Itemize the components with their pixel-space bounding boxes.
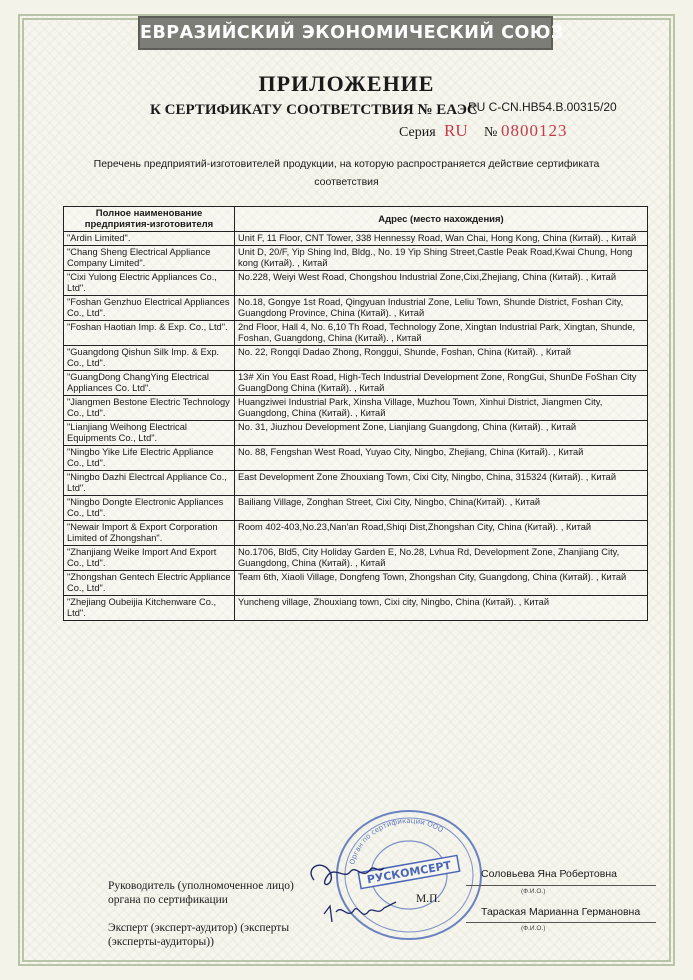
table-row bbox=[64, 596, 648, 621]
header-address: Адрес (место нахождения) bbox=[235, 207, 648, 232]
table-row bbox=[64, 396, 648, 421]
table-row bbox=[64, 521, 648, 546]
manufacturer-address-cell: Team 6th, Xiaoli Village, Dongfeng Town, Zhongshan City, Guangdong, China (Китай). , Китай bbox=[235, 571, 648, 596]
intro-text: Перечень предприятий-изготовителей продукции, на которую распространяется действие сертификата соответствия bbox=[93, 158, 600, 188]
manufacturer-name-cell: "Jiangmen Bestone Electric Technology Co., Ltd". bbox=[64, 396, 235, 421]
manufacturer-address-cell: No.1706, Bld5, City Holiday Garden E, No.28, Lvhua Rd, Development Zone, Zhanjiang City, Guangdong, China (Китай). , Китай bbox=[235, 546, 648, 571]
table-row bbox=[64, 421, 648, 446]
manufacturer-address-cell: 13# Xin You East Road, High-Tech Industrial Development Zone, RongGui, ShunDe FoShan City GuangDong China (Китай). , Китай bbox=[235, 371, 648, 396]
head-name-line bbox=[466, 885, 656, 886]
manufacturer-address-cell: 2nd Floor, Hall 4, No. 6,10 Th Road, Technology Zone, Xingtan Industrial Park, Xingtan, Shunde, Foshan, Guangdong, China (Китай). , Китай bbox=[235, 321, 648, 346]
series-value: RU bbox=[444, 121, 468, 140]
manufacturer-address-cell: No. 22, Rongqi Dadao Zhong, Ronggui, Shunde, Foshan, China (Китай). , Китай bbox=[235, 346, 648, 371]
manufacturer-address-cell: No.228, Weiyi West Road, Chongshou Industrial Zone,Cixi,Zhejiang, China (Китай). , Китай bbox=[235, 271, 648, 296]
document-subtitle: К СЕРТИФИКАТУ СООТВЕТСТВИЯ № ЕАЭС bbox=[150, 102, 478, 118]
number-label: № bbox=[484, 125, 498, 140]
table-row bbox=[64, 246, 648, 271]
head-signature-label: Руководитель (уполномоченное лицо) органа по сертификации bbox=[108, 880, 294, 906]
manufacturer-address-cell: Room 402-403,No.23,Nan'an Road,Shiqi Dist,Zhongshan City, China (Китай). , Китай bbox=[235, 521, 648, 546]
manufacturer-name-cell: "Chang Sheng Electrical Appliance Company Limited". bbox=[64, 246, 235, 271]
document-title: ПРИЛОЖЕНИЕ bbox=[258, 71, 435, 96]
manufacturer-name-cell: "Ningbo Yike Life Electric Appliance Co., Ltd". bbox=[64, 446, 235, 471]
manufacturer-name-cell: "Foshan Genzhuo Electrical Appliances Co., Ltd". bbox=[64, 296, 235, 321]
manufacturer-address-cell: East Development Zone Zhouxiang Town, Cixi City, Ningbo, China, 315324 (Китай). , Китай bbox=[235, 471, 648, 496]
manufacturer-name-cell: "Zhejiang Oubeijia Kitchenware Co., Ltd". bbox=[64, 596, 235, 621]
manufacturer-name-cell: "Guangdong Qishun Silk Imp. & Exp. Co., Ltd". bbox=[64, 346, 235, 371]
certificate-number: RU С-CN.НВ54.В.00315/20 bbox=[468, 100, 617, 114]
table-row bbox=[64, 296, 648, 321]
table-row bbox=[64, 471, 648, 496]
manufacturer-name-cell: "Ningbo Dongte Electronic Appliances Co., Ltd". bbox=[64, 496, 235, 521]
manufacturer-name-cell: "Ardin Limited". bbox=[64, 232, 235, 246]
manufacturer-name-cell: "Zhanjiang Weike Import And Export Co., Ltd". bbox=[64, 546, 235, 571]
table-row bbox=[64, 546, 648, 571]
manufacturer-name-cell: "GuangDong ChangYing Electrical Appliances Co. Ltd". bbox=[64, 371, 235, 396]
manufacturer-name-cell: "Foshan Haotian Imp. & Exp. Co., Ltd". bbox=[64, 321, 235, 346]
table-row bbox=[64, 496, 648, 521]
manufacturer-address-cell: No. 31, Jiuzhou Development Zone, Lianjiang Guangdong, China (Китай). , Китай bbox=[235, 421, 648, 446]
manufacturer-address-cell: Huangziwei Industrial Park, Xinsha Village, Muzhou Town, Xinhui District, Jiangmen City, Guangdong, China (Китай). , Китай bbox=[235, 396, 648, 421]
head-fio-caption: (Ф.И.О.) bbox=[521, 888, 546, 895]
form-number: 0800123 bbox=[501, 121, 568, 140]
svg-text:Орган по сертификации ООО: Орган по сертификации ООО bbox=[348, 816, 445, 866]
manufacturer-address-cell: Unit D, 20/F, Yip Shing Ind, Bldg., No. 19 Yip Shing Street,Castle Peak Road,Kwai Chung, Hong kong (Китай). , Китай bbox=[235, 246, 648, 271]
seal-place-label: М.П. bbox=[416, 893, 441, 905]
table-body bbox=[64, 232, 648, 621]
header-manufacturer-name: Полное наименование предприятия-изготовителя bbox=[64, 207, 235, 232]
manufacturer-name-cell: "Lianjiang Weihong Electrical Equipments Co., Ltd". bbox=[64, 421, 235, 446]
table-header-row bbox=[64, 207, 648, 232]
table-row bbox=[64, 271, 648, 296]
manufacturer-address-cell: Yuncheng village, Zhouxiang town, Cixi city, Ningbo, China (Китай). , Китай bbox=[235, 596, 648, 621]
series-label: Серия bbox=[399, 125, 436, 140]
union-banner: ЕВРАЗИЙСКИЙ ЭКОНОМИЧЕСКИЙ СОЮЗ bbox=[138, 16, 553, 50]
manufacturers-table bbox=[63, 206, 648, 621]
manufacturer-address-cell: No. 88, Fengshan West Road, Yuyao City, Ningbo, Zhejiang, China (Китай). , Китай bbox=[235, 446, 648, 471]
table-row bbox=[64, 321, 648, 346]
manufacturer-name-cell: "Cixi Yulong Electric Appliances Co., Ltd". bbox=[64, 271, 235, 296]
manufacturer-name-cell: "Newair Import & Export Corporation Limited of Zhongshan". bbox=[64, 521, 235, 546]
table-row bbox=[64, 371, 648, 396]
table-row bbox=[64, 571, 648, 596]
manufacturer-address-cell: No.18, Gongye 1st Road, Qingyuan Industrial Zone, Leliu Town, Shunde District, Foshan City, Guangdong Province, China (Китай). , Китай bbox=[235, 296, 648, 321]
manufacturer-address-cell: Unit F, 11 Floor, CNT Tower, 338 Hennessy Road, Wan Chai, Hong Kong, China (Китай). , Китай bbox=[235, 232, 648, 246]
handwritten-signatures bbox=[300, 850, 410, 945]
expert-name-line bbox=[466, 922, 656, 923]
head-name: Соловьева Яна Робертовна bbox=[481, 868, 617, 880]
expert-fio-caption: (Ф.И.О.) bbox=[521, 925, 546, 932]
expert-name: Тараская Марианна Германовна bbox=[481, 906, 641, 918]
table-row bbox=[64, 446, 648, 471]
table-row bbox=[64, 346, 648, 371]
table-row bbox=[64, 232, 648, 246]
expert-signature-label: Эксперт (эксперт-аудитор) (эксперты (эксперты-аудиторы)) bbox=[108, 922, 290, 948]
manufacturer-name-cell: "Ningbo Dazhi Electrcal Appliance Co., Ltd". bbox=[64, 471, 235, 496]
manufacturer-address-cell: Bailiang Village, Zonghan Street, Cixi City, Ningbo, China(Китай). , Китай bbox=[235, 496, 648, 521]
stamp-label: РУСКОМСЕРТ bbox=[366, 858, 453, 887]
manufacturer-name-cell: "Zhongshan Gentech Electric Appliance Co., Ltd". bbox=[64, 571, 235, 596]
